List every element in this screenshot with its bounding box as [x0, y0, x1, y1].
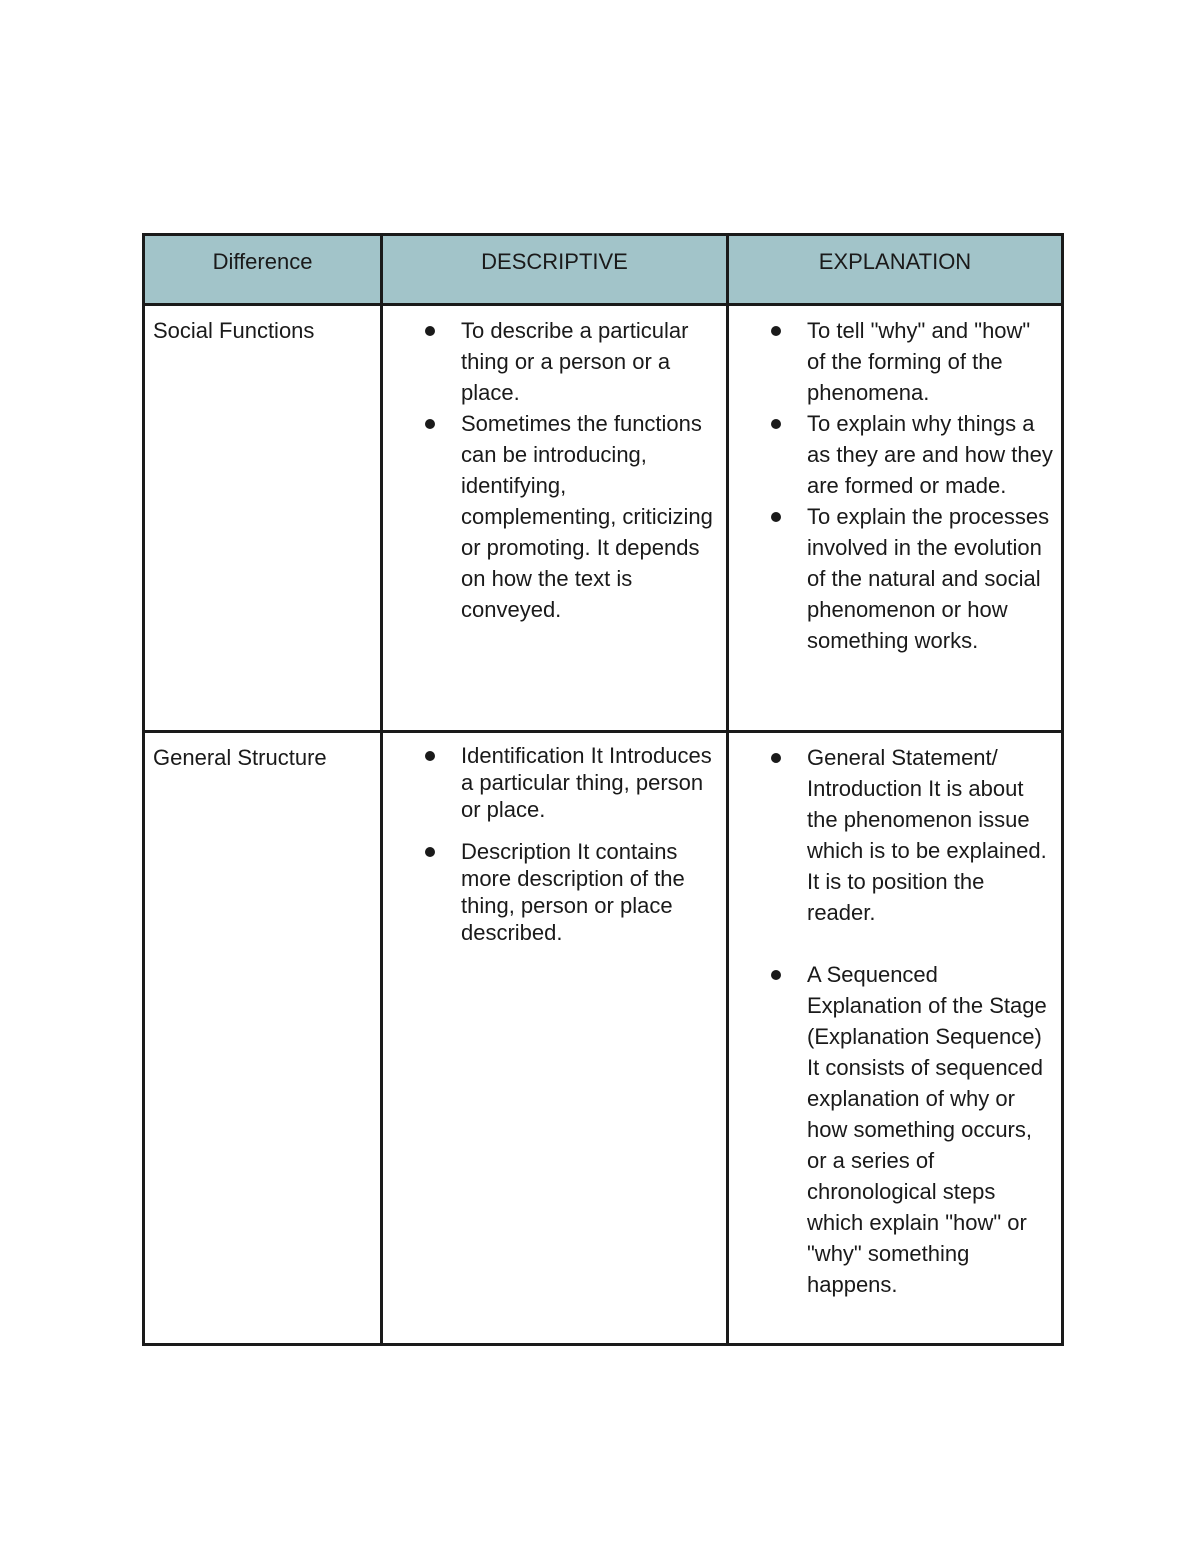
list-item: To explain why things a as they are and how they are formed or made.: [807, 408, 1053, 501]
descriptive-general-structure-list: [391, 742, 718, 946]
list-item: To explain the processes involved in the evolution of the natural and social phenomenon or how something works.: [807, 501, 1053, 656]
row-label-social-functions: Social Functions: [144, 305, 382, 732]
explanation-social-functions-list: [737, 315, 1053, 656]
list-item: A Sequenced Explanation of the Stage (Explanation Sequence) It consists of sequenced explanation of why or how something occurs, or a series of chronological steps which explain "how" or "why" something happens.: [807, 959, 1053, 1300]
explanation-general-structure-cell: [728, 732, 1063, 1345]
header-difference: Difference: [144, 235, 382, 305]
explanation-social-functions-cell: [728, 305, 1063, 732]
descriptive-general-structure-cell: [382, 732, 728, 1345]
row-label-general-structure: General Structure: [144, 732, 382, 1345]
list-item: To tell "why" and "how" of the forming of the phenomena.: [807, 315, 1053, 408]
explanation-general-structure-list: [737, 742, 1053, 1300]
list-item: General Statement/ Introduction It is about the phenomenon issue which is to be explained. It is to position the reader.: [807, 742, 1053, 928]
table-row-social-functions: [144, 305, 1063, 732]
table-row-general-structure: [144, 732, 1063, 1345]
header-explanation: EXPLANATION: [728, 235, 1063, 305]
table-header-row: [144, 235, 1063, 305]
list-item: Identification It Introduces a particular thing, person or place.: [461, 742, 718, 823]
comparison-table: [142, 233, 1064, 1346]
descriptive-social-functions-cell: [382, 305, 728, 732]
list-item: Sometimes the functions can be introducing, identifying, complementing, criticizing or promoting. It depends on how the text is conveyed.: [461, 408, 718, 625]
descriptive-social-functions-list: [391, 315, 718, 625]
list-item: To describe a particular thing or a person or a place.: [461, 315, 718, 408]
header-descriptive: DESCRIPTIVE: [382, 235, 728, 305]
list-item: Description It contains more description of the thing, person or place described.: [461, 838, 718, 946]
